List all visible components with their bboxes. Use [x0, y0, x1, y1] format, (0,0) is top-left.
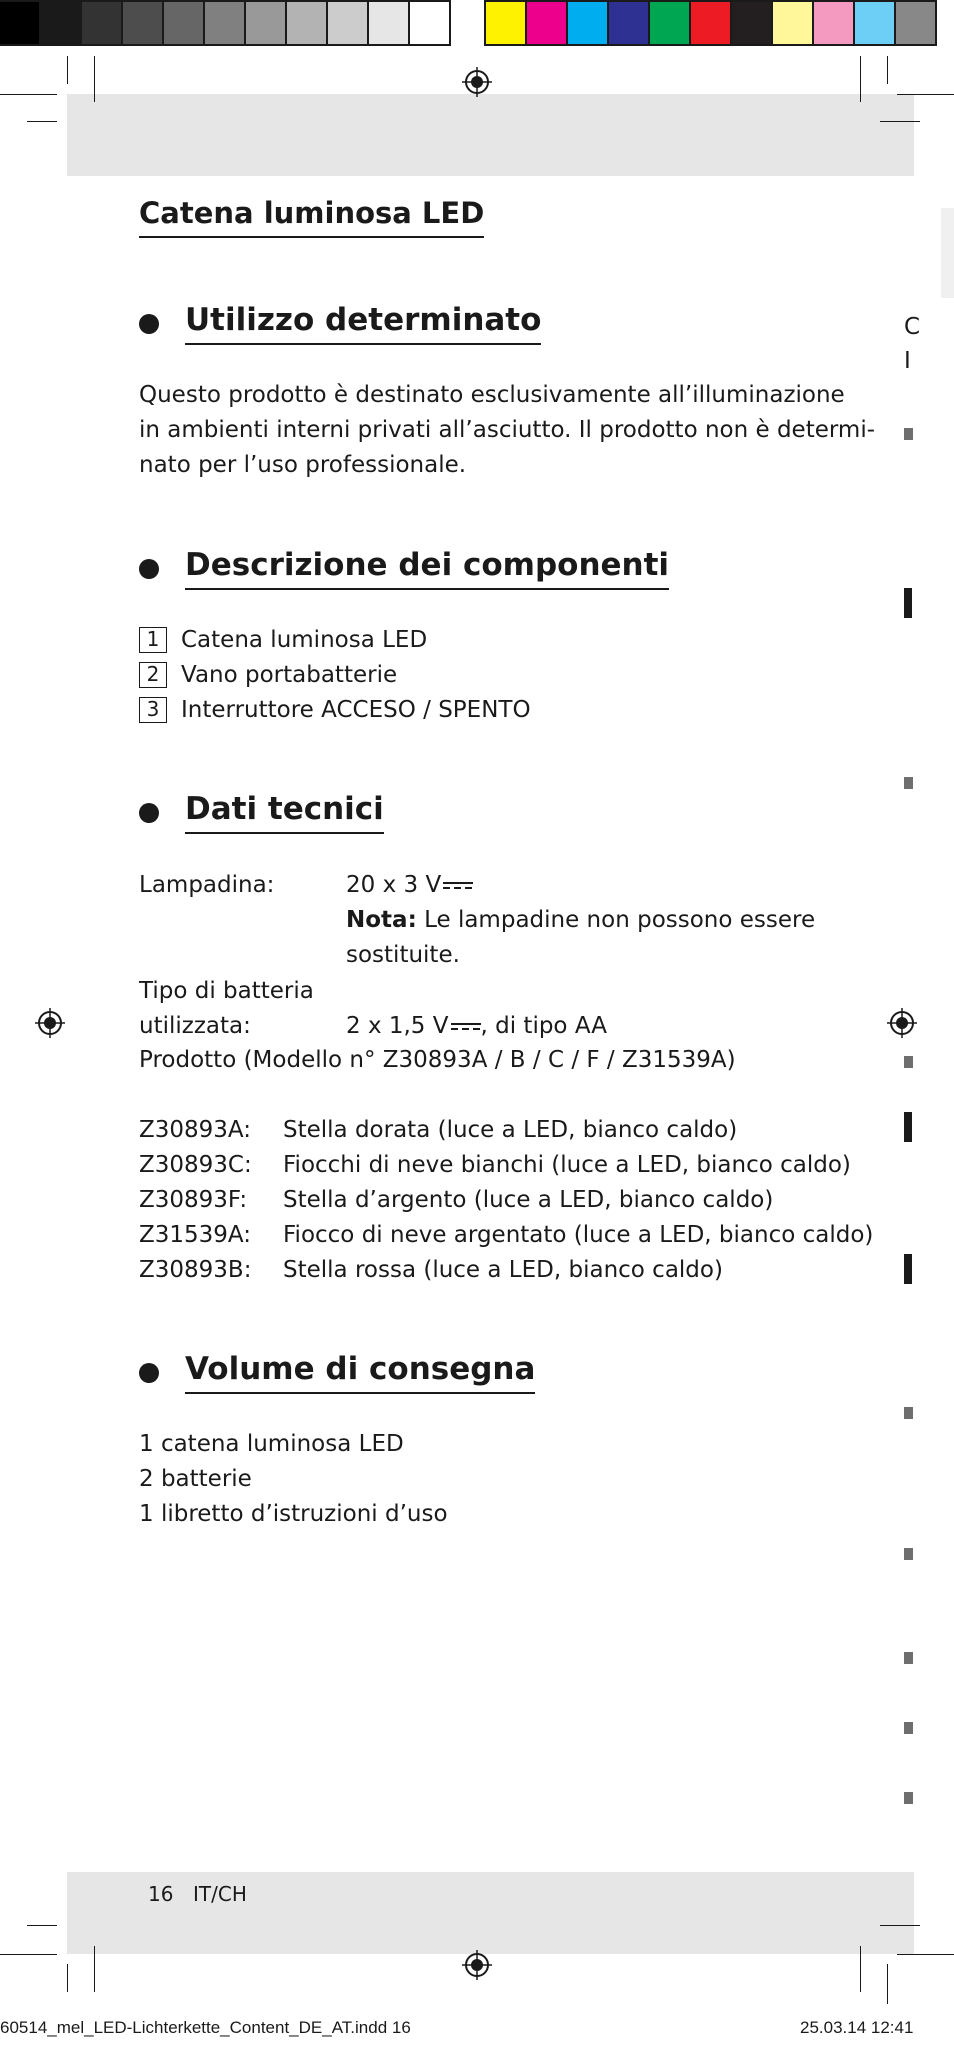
- crop-mark: [860, 56, 861, 102]
- process-color-bar: [484, 0, 937, 46]
- battery-label-cont: utilizzata:: [139, 1013, 251, 1039]
- registration-mark-icon: [462, 67, 492, 97]
- print-slug-date: 25.03.14 12:41: [800, 2018, 914, 2037]
- note-text-cont: sostituite.: [346, 942, 460, 968]
- color-swatch: [896, 0, 937, 46]
- bullet-icon: [139, 559, 159, 579]
- bullet-icon: [139, 803, 159, 823]
- crop-mark: [67, 56, 68, 84]
- adjacent-heading-mark: [904, 588, 912, 618]
- component-item: [139, 694, 531, 726]
- bullet-icon: [139, 314, 159, 334]
- note-line: [346, 903, 815, 938]
- adjacent-bullet: [904, 1792, 913, 1804]
- component-number: 1: [139, 627, 167, 653]
- crop-mark: [887, 1964, 888, 2004]
- color-swatch: [410, 0, 451, 46]
- adjacent-page-letter: C: [904, 314, 921, 340]
- crop-mark: [0, 94, 57, 95]
- color-swatch: [609, 0, 650, 46]
- note-label: Nota:: [346, 907, 417, 933]
- color-swatch: [527, 0, 568, 46]
- adjacent-bullet: [904, 1548, 913, 1560]
- adjacent-page-band: [941, 208, 954, 298]
- color-swatch: [732, 0, 773, 46]
- battery-value: [346, 1009, 607, 1044]
- component-number: 3: [139, 697, 167, 723]
- section-title: Dati tecnici: [185, 791, 384, 834]
- component-label: Vano portabatterie: [181, 662, 398, 688]
- model-code: Z30893A:: [139, 1117, 252, 1143]
- color-swatch: [41, 0, 82, 46]
- battery-type: , di tipo AA: [480, 1013, 607, 1039]
- adjacent-heading-mark: [904, 1112, 912, 1142]
- crop-mark: [860, 1946, 861, 1992]
- delivery-item: 1 catena luminosa LED: [139, 1431, 404, 1457]
- delivery-item: 1 libretto d’istruzioni d’uso: [139, 1501, 448, 1527]
- lamp-value: [346, 868, 473, 903]
- crop-mark: [897, 94, 954, 95]
- paragraph-line: nato per l’uso professionale.: [139, 452, 467, 478]
- section-title: Volume di consegna: [185, 1351, 535, 1394]
- adjacent-bullet: [904, 777, 913, 789]
- adjacent-bullet: [904, 1056, 913, 1068]
- note-text: Le lampadine non possono essere: [424, 907, 816, 933]
- crop-mark: [0, 1954, 57, 1955]
- component-number: 2: [139, 662, 167, 688]
- color-swatch: [568, 0, 609, 46]
- adjacent-bullet: [904, 428, 913, 440]
- color-swatch: [246, 0, 287, 46]
- color-swatch: [855, 0, 896, 46]
- color-swatch: [650, 0, 691, 46]
- adjacent-bullet: [904, 1722, 913, 1734]
- model-desc: Stella dorata (luce a LED, bianco caldo): [283, 1117, 738, 1143]
- color-swatch: [164, 0, 205, 46]
- crop-mark: [27, 1925, 57, 1926]
- delivery-item: 2 batterie: [139, 1466, 252, 1492]
- model-code: Z31539A:: [139, 1222, 252, 1248]
- lamp-value-text: 20 x 3 V: [346, 872, 442, 898]
- battery-value-text: 2 x 1,5 V: [346, 1013, 449, 1039]
- registration-mark-icon: [35, 1008, 65, 1038]
- adjacent-bullet: [904, 1407, 913, 1419]
- component-item: [139, 659, 397, 691]
- color-swatch: [123, 0, 164, 46]
- component-label: Interruttore ACCESO / SPENTO: [181, 697, 531, 723]
- color-swatch: [82, 0, 123, 46]
- paragraph-line: Questo prodotto è destinato esclusivamente all’illuminazione: [139, 382, 845, 408]
- model-desc: Fiocco di neve argentato (luce a LED, bianco caldo): [283, 1222, 874, 1248]
- print-slug-file: 60514_mel_LED-Lichterkette_Content_DE_AT.indd 16: [0, 2018, 411, 2037]
- model-desc: Stella rossa (luce a LED, bianco caldo): [283, 1257, 723, 1283]
- product-line: Prodotto (Modello n° Z30893A / B / C / F / Z31539A): [139, 1047, 736, 1073]
- header-band: [67, 94, 914, 176]
- direct-current-icon: [443, 881, 473, 891]
- registration-mark-icon: [887, 1008, 917, 1038]
- crop-mark: [94, 56, 95, 102]
- delivery-list: [139, 1427, 448, 1532]
- adjacent-heading-mark: [904, 1254, 912, 1284]
- locale-label: IT/CH: [193, 1882, 247, 1906]
- color-swatch: [691, 0, 732, 46]
- gray-calibration-bar: [0, 0, 451, 46]
- section-title: Descrizione dei componenti: [185, 547, 669, 590]
- battery-label: Tipo di batteria: [139, 978, 314, 1004]
- adjacent-bullet: [904, 1652, 913, 1664]
- section-heading-components: [139, 547, 669, 590]
- component-label: Catena luminosa LED: [181, 627, 428, 653]
- model-desc: Stella d’argento (luce a LED, bianco caldo): [283, 1187, 774, 1213]
- color-swatch: [205, 0, 246, 46]
- color-swatch: [814, 0, 855, 46]
- direct-current-icon: [451, 1022, 481, 1032]
- page-number: 16: [148, 1882, 174, 1906]
- crop-mark: [880, 121, 920, 122]
- model-desc: Fiocchi di neve bianchi (luce a LED, bianco caldo): [283, 1152, 851, 1178]
- crop-mark: [897, 1954, 954, 1955]
- color-swatch: [287, 0, 328, 46]
- color-swatch: [773, 0, 814, 46]
- section-heading-use: [139, 302, 541, 345]
- crop-mark: [27, 121, 57, 122]
- section-heading-delivery: [139, 1351, 535, 1394]
- model-code: Z30893C:: [139, 1152, 252, 1178]
- color-swatch: [486, 0, 527, 46]
- crop-mark: [94, 1946, 95, 1992]
- paragraph-line: in ambienti interni privati all’asciutto. Il prodotto non è determi-: [139, 417, 876, 443]
- crop-mark: [67, 1964, 68, 1992]
- lamp-label: Lampadina:: [139, 872, 275, 898]
- color-swatch: [0, 0, 41, 46]
- section-heading-tech: [139, 791, 384, 834]
- crop-mark: [887, 56, 888, 84]
- adjacent-page-letter: I: [904, 348, 911, 374]
- bullet-icon: [139, 1363, 159, 1383]
- section-title: Utilizzo determinato: [185, 302, 541, 345]
- model-code: Z30893F:: [139, 1187, 248, 1213]
- model-code: Z30893B:: [139, 1257, 252, 1283]
- color-swatch: [369, 0, 410, 46]
- crop-mark: [880, 1925, 920, 1926]
- use-paragraph: [139, 378, 875, 483]
- registration-mark-icon: [462, 1950, 492, 1980]
- page-title: Catena luminosa LED: [139, 196, 484, 238]
- color-swatch: [328, 0, 369, 46]
- component-item: [139, 624, 427, 656]
